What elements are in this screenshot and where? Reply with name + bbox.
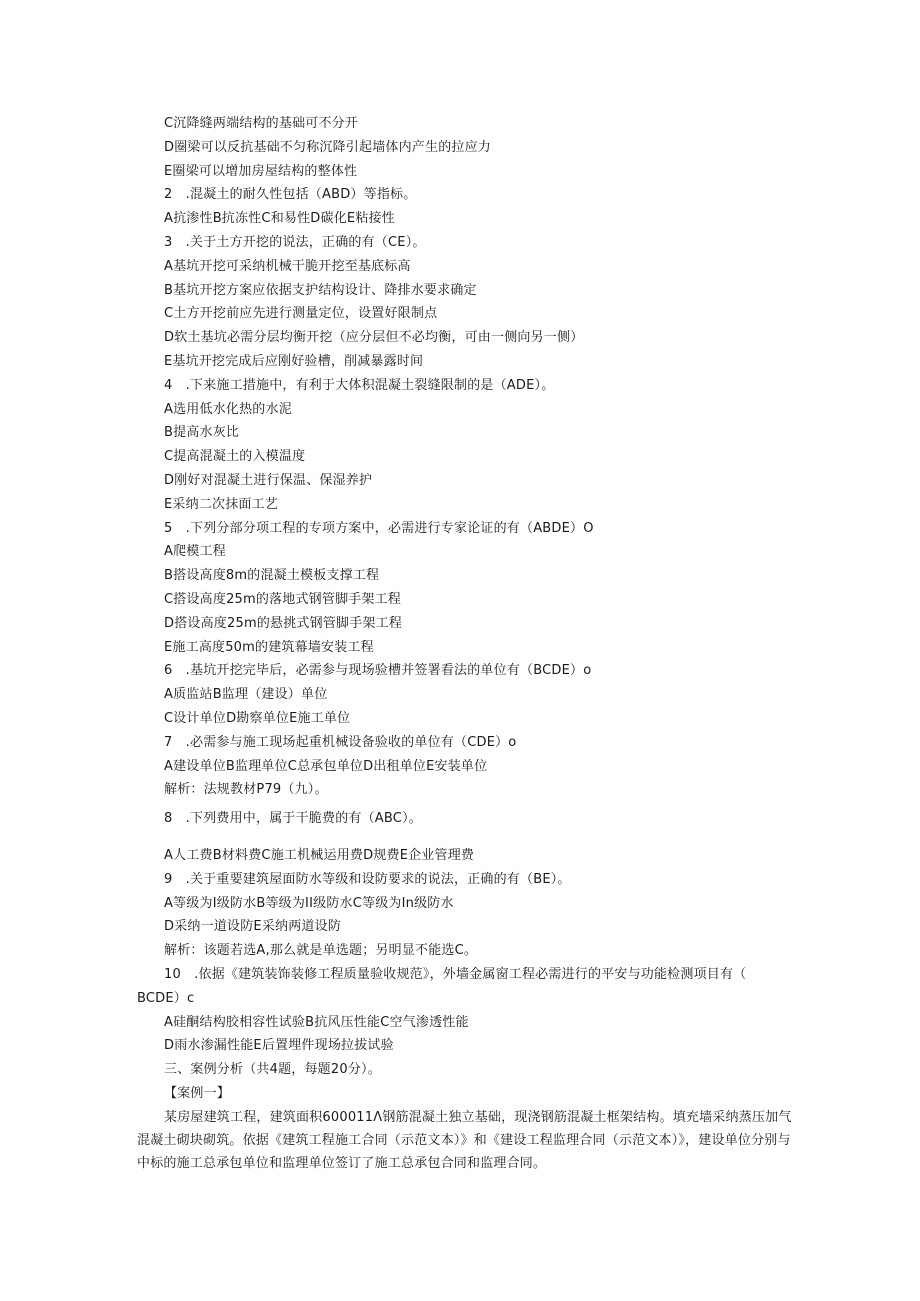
case-paragraph: 某房屋建筑工程，建筑面积600011Λ钢筋混凝土独立基础，现浇钢筋混凝土框架结构。填充墙采纳蒸压加气混凝土砌块砌筑。依据《建筑工程施工合同（示范文本）》和《建设工程监理合同（示范文本）》，建设单位分别与中标的施工总承包单位和监理单位签订了施工总承包合同和监理合同。	[137, 1110, 792, 1171]
text-line: A爬模工程	[164, 544, 226, 559]
question-line: 2 .混凝土的耐久性包括（ABD）等指标。	[164, 187, 417, 202]
analysis-line: 解析：法规教材P79（九）。	[164, 782, 328, 797]
text-line: D刚好对混凝土进行保温、保湿养护	[164, 473, 373, 488]
text-line: D采纳一道设防E采纳两道设防	[164, 919, 342, 934]
text-line: A选用低水化热的水泥	[164, 402, 292, 417]
text-line: D雨水渗漏性能E后置埋件现场拉拔试验	[164, 1038, 394, 1053]
question-line-continuation: BCDE）c	[137, 991, 195, 1006]
text-line: E基坑开挖完成后应刚好验槽，削减暴露时间	[164, 354, 424, 369]
text-line: A硅酮结构胶相容性试验B抗风压性能C空气渗透性能	[164, 1015, 469, 1030]
text-line: D搭设高度25m的悬挑式钢管脚手架工程	[164, 616, 403, 631]
text-line: A质监站B监理（建设）单位	[164, 687, 328, 702]
text-line: A建设单位B监理单位C总承包单位D出租单位E安装单位	[164, 759, 488, 774]
question-line: 6 .基坑开挖完毕后，必需参与现场验槽并签署看法的单位有（BCDE）o	[164, 663, 592, 678]
text-line: B基坑开挖方案应依据支护结构设计、降排水要求确定	[164, 283, 477, 298]
question-line: 4 .下来施工措施中，有利于大体积混凝土裂缝限制的是（ADE）。	[164, 378, 555, 393]
analysis-line: 解析：该题若选A,那么就是单选题；另明显不能选C。	[164, 943, 478, 958]
text-line: A基坑开挖可采纳机械干脆开挖至基底标高	[164, 259, 411, 274]
question-line: 5 .下列分部分项工程的专项方案中，必需进行专家论证的有（ABDE）O	[164, 521, 594, 536]
section-heading: 三、案例分析（共4题，每题20分）。	[164, 1062, 381, 1077]
text-line: E施工高度50m的建筑幕墙安装工程	[164, 640, 374, 655]
text-line: C沉降缝两端结构的基础可不分开	[164, 116, 359, 131]
text-line: C土方开挖前应先进行测量定位，设置好限制点	[164, 306, 438, 321]
text-line: D软土基坑必需分层均衡开挖（应分层但不必均衡，可由一侧向另一侧）	[164, 330, 584, 345]
text-line: C提高混凝土的入模温度	[164, 449, 306, 464]
text-line: B搭设高度8m的混凝土模板支撑工程	[164, 568, 380, 583]
text-line: E采纳二次抹面工艺	[164, 497, 279, 512]
question-line: 3 .关于土方开挖的说法，正确的有（CE）。	[164, 235, 426, 250]
question-line: 7 .必需参与施工现场起重机械设备验收的单位有（CDE）o	[164, 735, 517, 750]
text-line: A等级为I级防水B等级为II级防水C等级为In级防水	[164, 896, 454, 911]
text-line: B提高水灰比	[164, 425, 240, 440]
text-line: D圈梁可以反抗基础不匀称沉降引起墙体内产生的拉应力	[164, 140, 492, 155]
question-line: 10 .依据《建筑装饰装修工程质量验收规范》，外墙金属窗工程必需进行的平安与功能检测项目有（	[164, 967, 747, 982]
text-line: C设计单位D勘察单位E施工单位	[164, 711, 351, 726]
text-line: C搭设高度25m的落地式钢管脚手架工程	[164, 592, 402, 607]
text-line: E圈梁可以增加房屋结构的整体性	[164, 164, 358, 179]
text-line: A人工费B材料费C施工机械运用费D规费E企业管理费	[164, 848, 475, 863]
text-line: A抗渗性B抗冻性C和易性D碳化E粘接性	[164, 211, 395, 226]
question-line: 8 .下列费用中，属于干脆费的有（ABC）。	[164, 811, 422, 826]
case-heading: 【案例一】	[164, 1086, 231, 1101]
question-line: 9 .关于重要建筑屋面防水等级和设防要求的说法，正确的有（BE）。	[164, 872, 571, 887]
